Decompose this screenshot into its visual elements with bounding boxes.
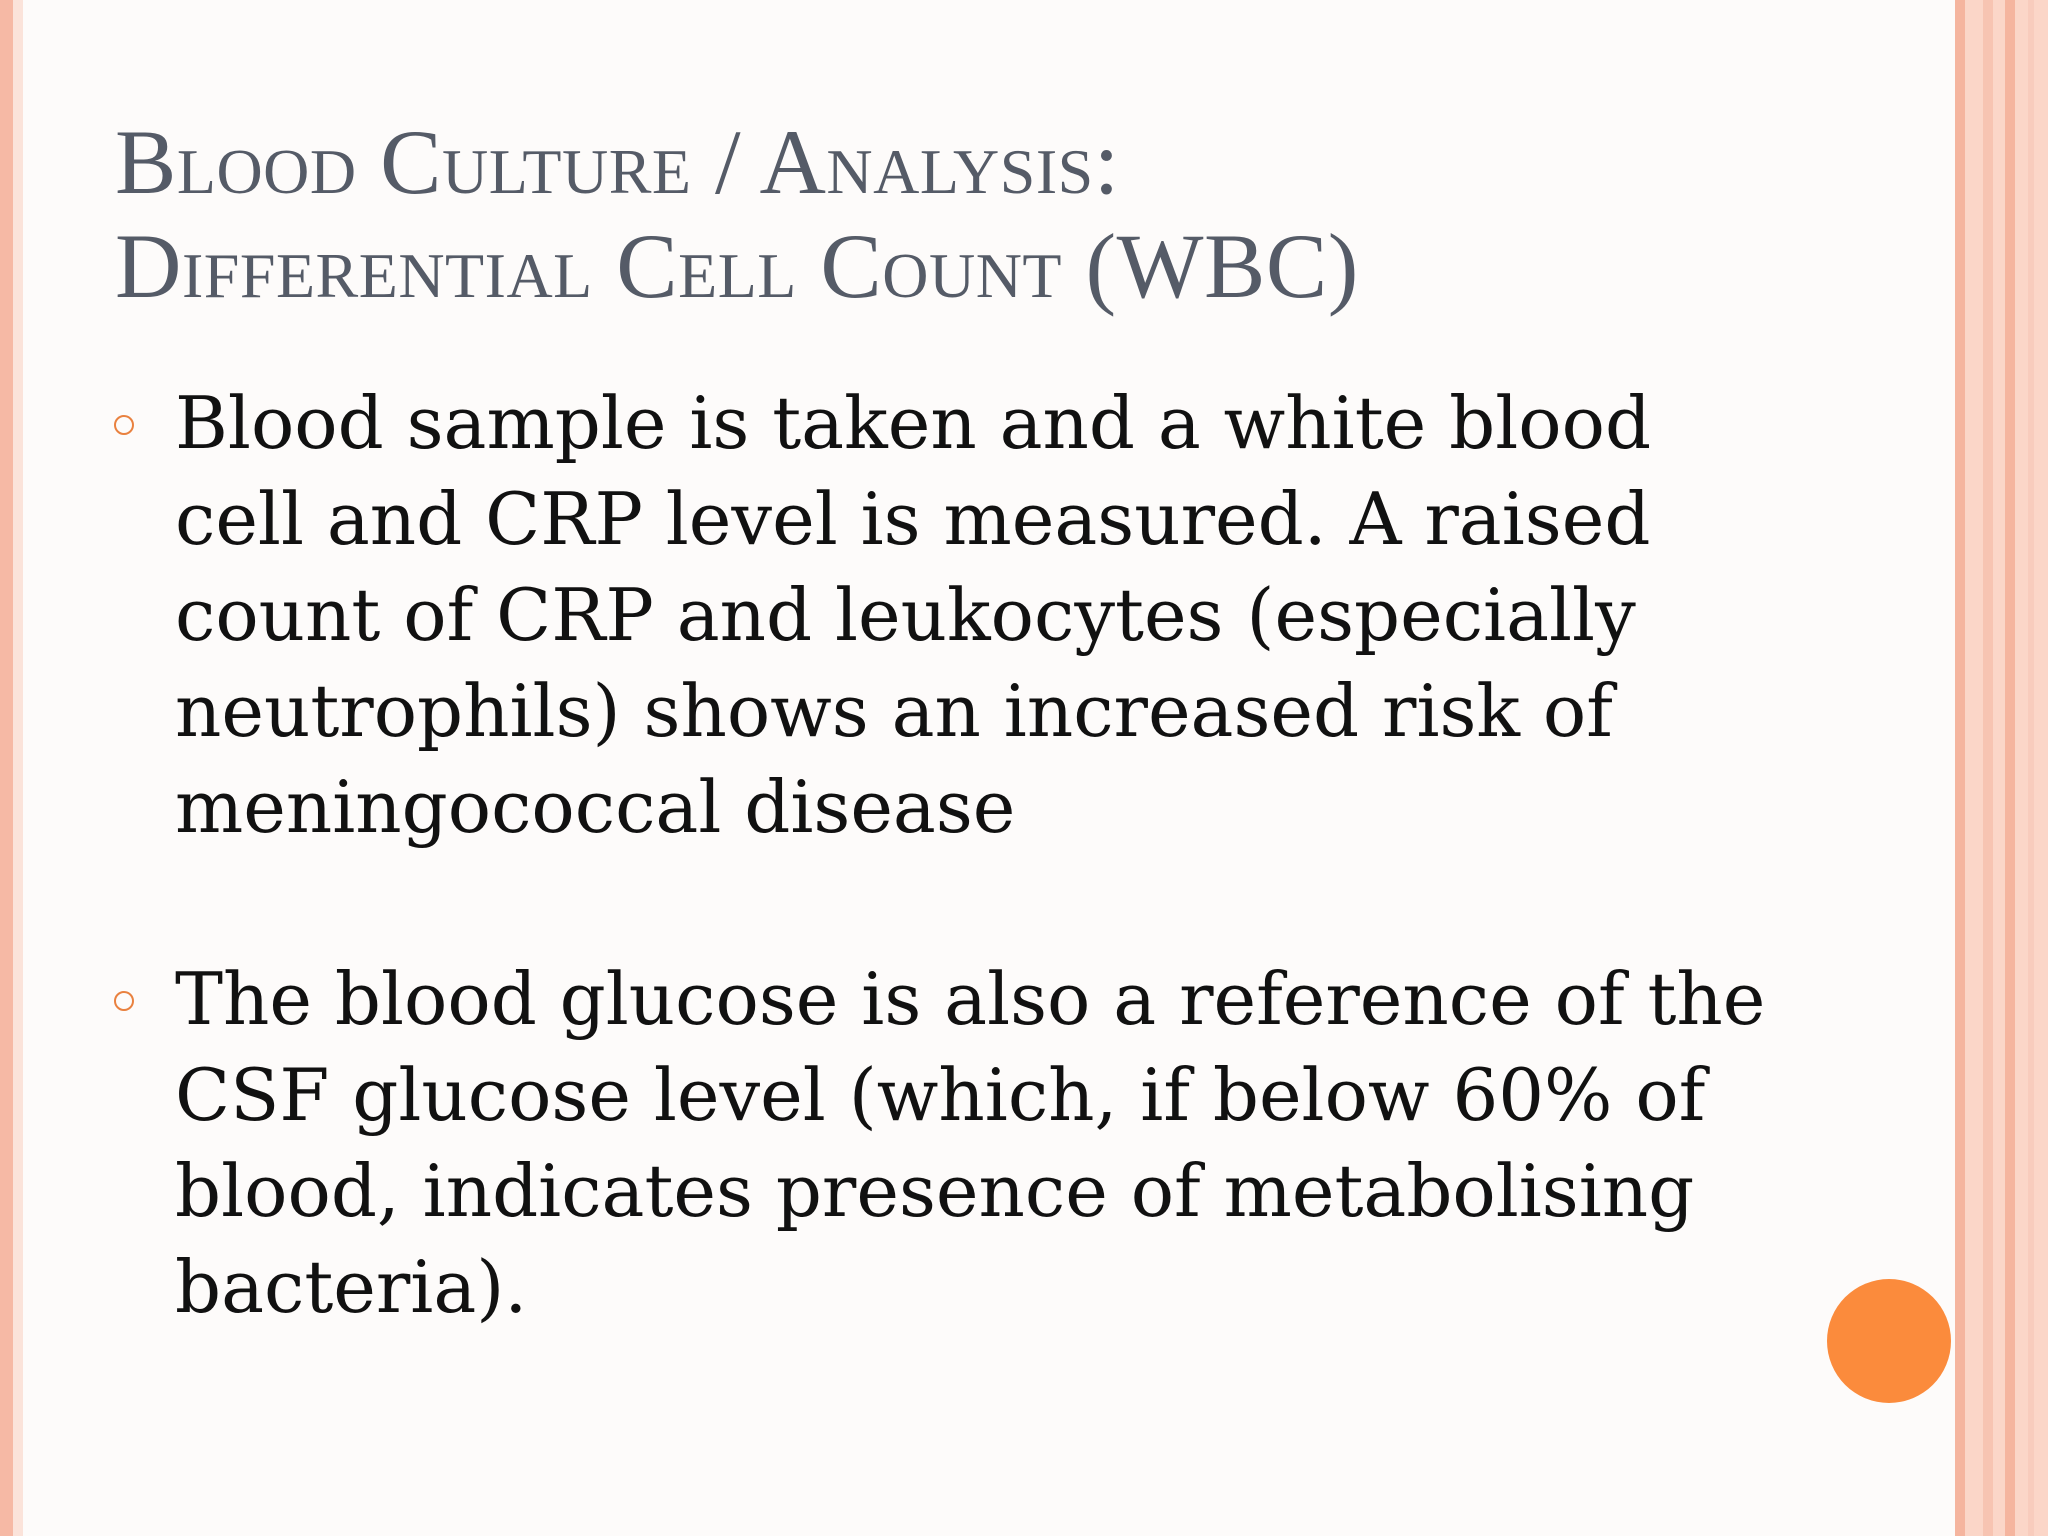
bullet-text-line: The blood glucose is also a reference of the (175, 957, 1766, 1041)
right-border-stripe (2005, 0, 2015, 1536)
hollow-circle-bullet-icon (114, 991, 134, 1011)
orange-circle-decoration (1827, 1279, 1951, 1403)
bullet-list (110, 375, 1810, 1335)
hollow-circle-bullet-icon (114, 415, 134, 435)
bullet-text-line: bacteria). (175, 1245, 528, 1329)
bullet-text-line: blood, indicates presence of metabolising (175, 1149, 1695, 1233)
right-border-stripe (2028, 0, 2034, 1536)
bullet-text-line: Blood sample is taken and a white blood (175, 381, 1652, 465)
bullet-text-line: neutrophils) shows an increased risk of (175, 669, 1613, 753)
right-border-stripe (1955, 0, 1965, 1536)
left-border-stripe (0, 0, 13, 1536)
bullet-text-line: count of CRP and leukocytes (especially (175, 573, 1636, 657)
slide-title (115, 110, 1835, 318)
bullet-text-line: meningococcal disease (175, 765, 1016, 849)
bullet-text-line: cell and CRP level is measured. A raised (175, 477, 1651, 561)
left-border-inner-stripe (13, 0, 23, 1536)
slide-title-line: Blood Culture / Analysis: (115, 111, 1120, 213)
bullet-text-line: CSF glucose level (which, if below 60% of (175, 1053, 1706, 1137)
bullet-item (110, 375, 1810, 855)
right-border-stripe (1983, 0, 1993, 1536)
bullet-item (110, 951, 1810, 1335)
slide-title-line: Differential Cell Count (WBC) (115, 215, 1359, 317)
right-border-panel (1955, 0, 2048, 1536)
